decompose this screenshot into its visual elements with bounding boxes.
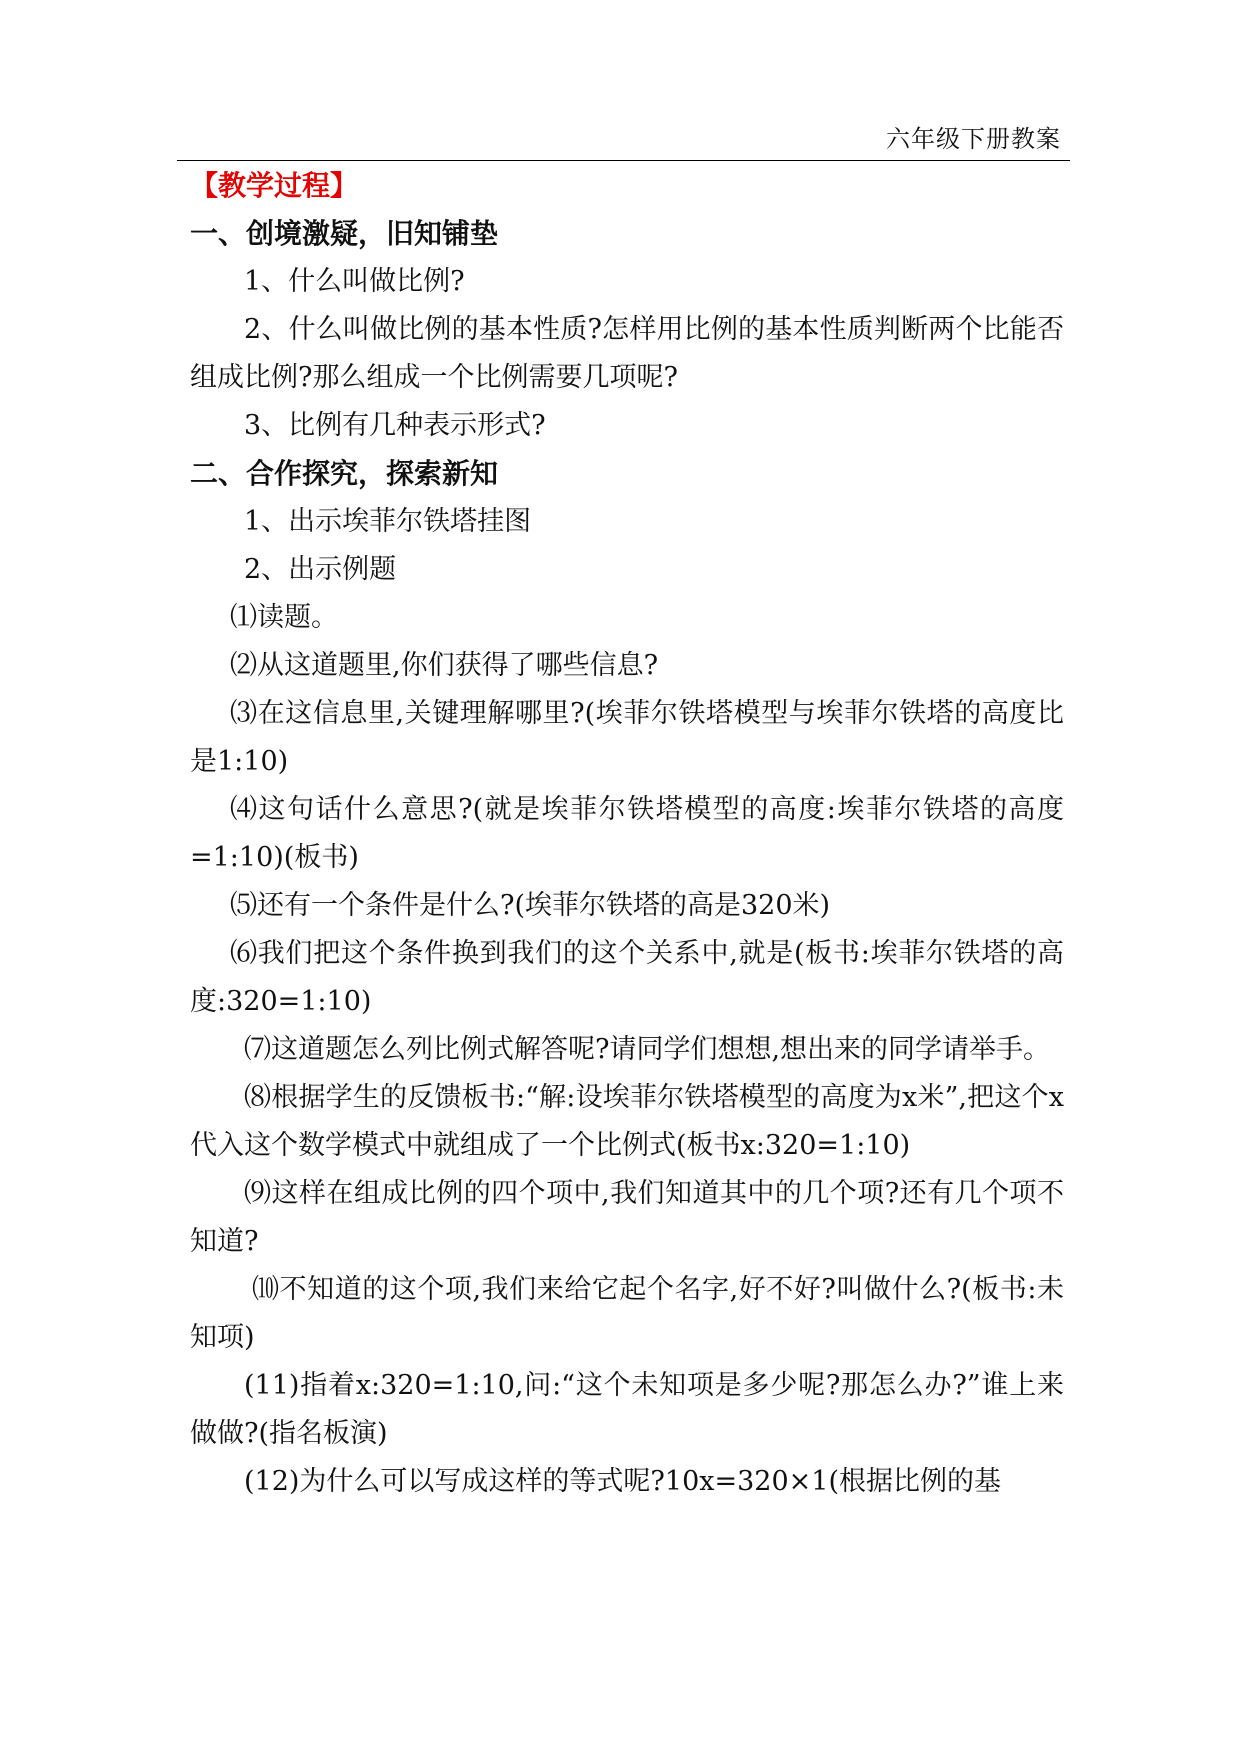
header-title: 六年级下册教案 — [886, 125, 1061, 153]
step-4: ⑷这句话什么意思?(就是埃菲尔铁塔模型的高度:埃菲尔铁塔的高度=1:10)(板书) — [190, 794, 1064, 873]
step-12: (12)为什么可以写成这样的等式呢?10x=320×1(根据比例的基 — [244, 1466, 1001, 1497]
part1-heading: 一、创境激疑，旧知铺垫 — [190, 217, 499, 250]
part2-heading: 二、合作探究，探索新知 — [190, 457, 499, 490]
step-6: ⑹我们把这个条件换到我们的这个关系中,就是(板书:埃菲尔铁塔的高度:320=1:10) — [190, 938, 1064, 1017]
part1-item-1: 1、什么叫做比例? — [244, 266, 465, 297]
document-body — [190, 162, 1064, 1506]
step-9: ⑼这样在组成比例的四个项中,我们知道其中的几个项?还有几个项不知道? — [190, 1178, 1064, 1257]
step-1: ⑴读题。 — [230, 602, 338, 633]
part2-item-2: 2、出示例题 — [244, 554, 397, 585]
header-divider — [177, 160, 1070, 161]
part1-item-3: 3、比例有几种表示形式? — [244, 410, 546, 441]
step-2: ⑵从这道题里,你们获得了哪些信息? — [230, 650, 659, 681]
step-8: ⑻根据学生的反馈板书:“解:设埃菲尔铁塔模型的高度为x米”,把这个x代入这个数学模式中就组成了一个比例式(板书x:320=1:10) — [190, 1082, 1064, 1161]
step-10: ⑽不知道的这个项,我们来给它起个名字,好不好?叫做什么?(板书:未知项) — [190, 1274, 1064, 1353]
part2-item-1: 1、出示埃菲尔铁塔挂图 — [244, 506, 532, 537]
part1-item-2: 2、什么叫做比例的基本性质?怎样用比例的基本性质判断两个比能否组成比例?那么组成一个比例需要几项呢? — [190, 314, 1064, 393]
step-11: (11)指着x:320=1:10,问:“这个未知项是多少呢?那怎么办?”谁上来做做?(指名板演) — [190, 1370, 1064, 1449]
step-5: ⑸还有一个条件是什么?(埃菲尔铁塔的高是320米) — [230, 890, 831, 921]
step-3: ⑶在这信息里,关键理解哪里?(埃菲尔铁塔模型与埃菲尔铁塔的高度比是1:10) — [190, 698, 1064, 777]
step-7: ⑺这道题怎么列比例式解答呢?请同学们想想,想出来的同学请举手。 — [244, 1034, 1051, 1065]
section-title: 【教学过程】 — [190, 169, 359, 202]
